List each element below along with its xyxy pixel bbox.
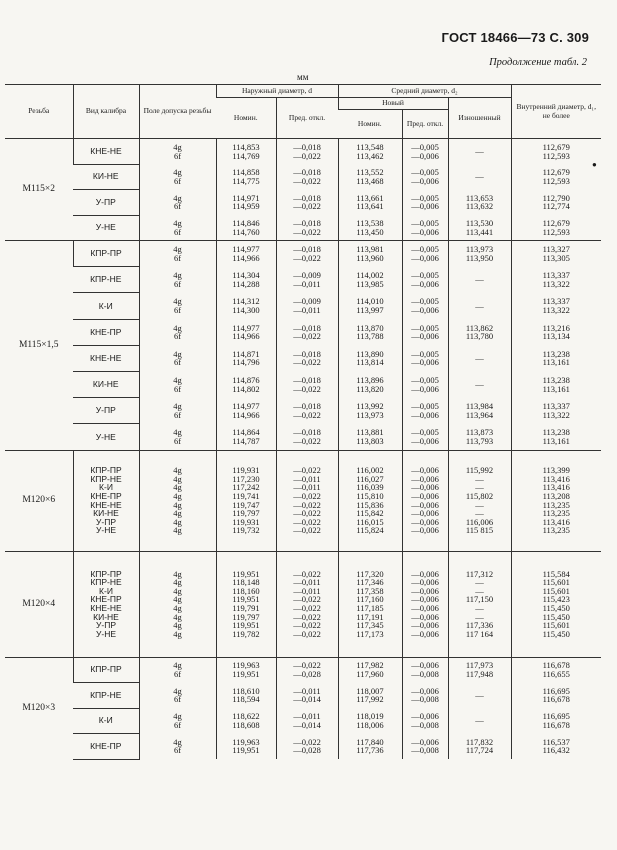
col-thread: Резьба — [5, 85, 73, 139]
tolerance-list: 4g 4g 4g 4g 4g 4g 4g 4g — [139, 450, 216, 551]
worn-diameter: 113,973 113,950 — [448, 241, 511, 267]
pd-nominal: 117,982 117,960 — [338, 657, 402, 683]
table-row — [5, 424, 601, 450]
pd-deviation: —0,005 —0,006 — [402, 319, 448, 345]
thread-size: M115×1,5 — [5, 241, 73, 451]
col-tolerance-field: Поле допуска резьбы — [139, 85, 216, 139]
worn-diameter: — — [448, 267, 511, 293]
col-outer-diameter: Наружный диаметр, d — [216, 85, 338, 98]
od-deviation-list: —0,022 —0,011 —0,011 —0,022 —0,022 —0,022 —0,022 —0,022 — [276, 551, 338, 657]
table-row — [5, 345, 601, 371]
tolerance: 4g 6f — [139, 164, 216, 190]
inner-diameter: 113,216 113,134 — [511, 319, 601, 345]
tolerance: 4g 6f — [139, 267, 216, 293]
inner-diameter: 113,337 113,322 — [511, 293, 601, 319]
inner-diameter: 116,695 116,678 — [511, 708, 601, 734]
pd-deviation: —0,005 —0,006 — [402, 241, 448, 267]
od-deviation: —0,022 —0,028 — [276, 657, 338, 683]
tolerance: 4g 6f — [139, 241, 216, 267]
gauge-type: У-НЕ — [73, 424, 139, 450]
tolerance: 4g 6f — [139, 345, 216, 371]
pd-deviation: —0,005 —0,006 — [402, 424, 448, 450]
table-row — [5, 450, 601, 551]
tolerance: 4g 6f — [139, 293, 216, 319]
worn-diameter: 113,653 113,632 — [448, 190, 511, 216]
pd-nominal: 113,992 113,973 — [338, 398, 402, 424]
od-nominal: 114,977 114,966 — [216, 398, 276, 424]
pd-nominal: 113,896 113,820 — [338, 371, 402, 397]
pd-nominal: 114,002 113,985 — [338, 267, 402, 293]
worn-diameter: — — [448, 345, 511, 371]
gauge-type: КНЕ-ПР — [73, 319, 139, 345]
pd-nominal: 114,010 113,997 — [338, 293, 402, 319]
gauge-type: К-И — [73, 293, 139, 319]
od-nominal: 119,963 119,951 — [216, 657, 276, 683]
inner-diameter: 116,678 116,655 — [511, 657, 601, 683]
pd-deviation: —0,005 —0,006 — [402, 164, 448, 190]
gauge-type-list: КПР-ПР КПР-НЕ К-И КНЕ-ПР КНЕ-НЕ КИ-НЕ У-ПР У-НЕ — [73, 551, 139, 657]
col-od-deviation: Пред. откл. — [276, 98, 338, 139]
od-deviation: —0,011 —0,014 — [276, 708, 338, 734]
tolerance-list: 4g 4g 4g 4g 4g 4g 4g 4g — [139, 551, 216, 657]
od-deviation: —0,009 —0,011 — [276, 267, 338, 293]
pd-deviation-list: —0,006 —0,006 —0,006 —0,006 —0,006 —0,006 —0,006 —0,006 — [402, 551, 448, 657]
thread-size: M120×3 — [5, 657, 73, 759]
inner-diameter: 113,238 113,161 — [511, 371, 601, 397]
gauge-dimensions-table — [5, 84, 601, 760]
od-nominal: 114,846 114,760 — [216, 215, 276, 241]
od-nominal: 114,971 114,959 — [216, 190, 276, 216]
inner-diameter: 116,537 116,432 — [511, 734, 601, 760]
worn-diameter: — — [448, 683, 511, 709]
thread-size: M115×2 — [5, 139, 73, 241]
thread-group — [5, 139, 601, 241]
od-nominal: 114,304 114,288 — [216, 267, 276, 293]
worn-diameter: 113,530 113,441 — [448, 215, 511, 241]
table-row — [5, 398, 601, 424]
od-nominal: 114,977 114,966 — [216, 241, 276, 267]
od-nominal: 118,622 118,608 — [216, 708, 276, 734]
inner-diameter: 113,327 113,305 — [511, 241, 601, 267]
table-row — [5, 683, 601, 709]
inner-diameter: 112,679 112,593 — [511, 215, 601, 241]
table-row — [5, 190, 601, 216]
worn-diameter: 113,873 113,793 — [448, 424, 511, 450]
col-gauge-type: Вид калибра — [73, 85, 139, 139]
od-nominal-list: 119,931 117,230 117,242 119,741 119,747 119,797 119,931 119,732 — [216, 450, 276, 551]
gauge-type: К-И — [73, 708, 139, 734]
worn-diameter: — — [448, 708, 511, 734]
od-nominal: 114,864 114,787 — [216, 424, 276, 450]
od-deviation-list: —0,022 —0,011 —0,011 —0,022 —0,022 —0,022 —0,022 —0,022 — [276, 450, 338, 551]
gauge-type: КПР-НЕ — [73, 683, 139, 709]
document-reference: ГОСТ 18466—73 С. 309 — [441, 30, 589, 45]
pd-nominal-list: 117,320 117,346 117,358 117,160 117,185 117,191 117,345 117,173 — [338, 551, 402, 657]
continuation-note: Продолжение табл. 2 — [489, 57, 587, 68]
col-worn: Изношенный — [448, 98, 511, 139]
pd-nominal: 118,019 118,006 — [338, 708, 402, 734]
pd-nominal: 113,552 113,468 — [338, 164, 402, 190]
table-row — [5, 267, 601, 293]
gauge-type: КНЕ-НЕ — [73, 139, 139, 165]
pd-nominal: 113,870 113,788 — [338, 319, 402, 345]
pd-deviation: —0,005 —0,006 — [402, 293, 448, 319]
od-deviation: —0,011 —0,014 — [276, 683, 338, 709]
col-pd-nominal: Номин. — [338, 110, 402, 139]
tolerance: 4g 6f — [139, 139, 216, 165]
col-pd-deviation: Пред. откл. — [402, 110, 448, 139]
od-deviation: —0,009 —0,011 — [276, 293, 338, 319]
od-nominal: 114,876 114,802 — [216, 371, 276, 397]
pd-deviation: —0,005 —0,006 — [402, 345, 448, 371]
table-row — [5, 708, 601, 734]
tolerance: 4g 6f — [139, 398, 216, 424]
table-row — [5, 215, 601, 241]
gauge-type: КИ-НЕ — [73, 371, 139, 397]
inner-diameter-list: 115,584 115,601 115,601 115,423 115,450 115,450 115,601 115,450 — [511, 551, 601, 657]
tolerance: 4g 6f — [139, 319, 216, 345]
gauge-type: КИ-НЕ — [73, 164, 139, 190]
col-new: Новый — [338, 98, 448, 110]
inner-diameter: 116,695 116,678 — [511, 683, 601, 709]
inner-diameter: 113,238 113,161 — [511, 345, 601, 371]
od-deviation: —0,018 —0,022 — [276, 345, 338, 371]
od-nominal: 114,858 114,775 — [216, 164, 276, 190]
pd-deviation: —0,005 —0,006 — [402, 267, 448, 293]
table-row — [5, 241, 601, 267]
od-deviation: —0,018 —0,022 — [276, 139, 338, 165]
pd-nominal: 113,548 113,462 — [338, 139, 402, 165]
od-deviation: —0,018 —0,022 — [276, 215, 338, 241]
tolerance: 4g 6f — [139, 734, 216, 760]
pd-nominal: 118,007 117,992 — [338, 683, 402, 709]
worn-diameter-list: 115,992 — — 115,802 — — 116,006 115 815 — [448, 450, 511, 551]
table-row — [5, 371, 601, 397]
col-od-nominal: Номин. — [216, 98, 276, 139]
pd-deviation: —0,006 —0,008 — [402, 657, 448, 683]
gauge-type: КНЕ-НЕ — [73, 345, 139, 371]
table-row — [5, 319, 601, 345]
gauge-type: КПР-ПР — [73, 657, 139, 683]
od-nominal: 114,977 114,966 — [216, 319, 276, 345]
pd-deviation: —0,005 —0,006 — [402, 190, 448, 216]
pd-nominal: 117,840 117,736 — [338, 734, 402, 760]
table-row — [5, 293, 601, 319]
worn-diameter: 113,984 113,964 — [448, 398, 511, 424]
tolerance: 4g 6f — [139, 371, 216, 397]
table-row — [5, 164, 601, 190]
gauge-type: КПР-ПР — [73, 241, 139, 267]
od-deviation: —0,018 —0,022 — [276, 190, 338, 216]
gauge-type: У-ПР — [73, 190, 139, 216]
pd-deviation: —0,006 —0,008 — [402, 708, 448, 734]
table-row — [5, 139, 601, 165]
gauge-type: У-НЕ — [73, 215, 139, 241]
inner-diameter-list: 113,399 113,416 113,416 113,208 113,235 113,235 113,416 113,235 — [511, 450, 601, 551]
od-nominal: 118,610 118,594 — [216, 683, 276, 709]
gauge-type: КНЕ-ПР — [73, 734, 139, 760]
col-pitch-diameter: Средний диаметр, d₂ — [338, 85, 511, 98]
table-row — [5, 734, 601, 760]
pd-nominal: 113,890 113,814 — [338, 345, 402, 371]
od-deviation: —0,022 —0,028 — [276, 734, 338, 760]
table-row — [5, 657, 601, 683]
od-nominal: 114,312 114,300 — [216, 293, 276, 319]
unit-label: мм — [297, 72, 309, 82]
col-inner-diameter: Внутренний диаметр, d₁, не более — [511, 85, 601, 139]
inner-diameter: 112,790 112,774 — [511, 190, 601, 216]
pd-deviation: —0,005 —0,006 — [402, 139, 448, 165]
worn-diameter: — — [448, 139, 511, 165]
od-deviation: —0,018 —0,022 — [276, 398, 338, 424]
inner-diameter: 113,238 113,161 — [511, 424, 601, 450]
pd-nominal: 113,538 113,450 — [338, 215, 402, 241]
worn-diameter: — — [448, 293, 511, 319]
inner-diameter: 112,679 112,593 — [511, 139, 601, 165]
worn-diameter: 117,973 117,948 — [448, 657, 511, 683]
table-row — [5, 551, 601, 657]
od-deviation: —0,018 —0,022 — [276, 164, 338, 190]
gauge-type: КПР-НЕ — [73, 267, 139, 293]
thread-group — [5, 657, 601, 759]
pd-deviation: —0,005 —0,006 — [402, 398, 448, 424]
thread-group — [5, 551, 601, 657]
pd-deviation-list: —0,006 —0,006 —0,006 —0,006 —0,006 —0,006 —0,006 —0,006 — [402, 450, 448, 551]
worn-diameter: 113,862 113,780 — [448, 319, 511, 345]
od-deviation: —0,018 —0,022 — [276, 371, 338, 397]
tolerance: 4g 6f — [139, 683, 216, 709]
inner-diameter: 112,679 112,593 — [511, 164, 601, 190]
tolerance: 4g 6f — [139, 424, 216, 450]
od-deviation: —0,018 —0,022 — [276, 241, 338, 267]
worn-diameter: — — [448, 164, 511, 190]
worn-diameter-list: 117,312 — — 117,150 — — 117,336 117 164 — [448, 551, 511, 657]
thread-size: M120×6 — [5, 450, 73, 551]
tolerance: 4g 6f — [139, 215, 216, 241]
thread-group — [5, 241, 601, 451]
pd-nominal-list: 116,002 116,027 116,039 115,810 115,836 115,842 116,015 115,824 — [338, 450, 402, 551]
inner-diameter: 113,337 113,322 — [511, 398, 601, 424]
od-nominal: 119,963 119,951 — [216, 734, 276, 760]
tolerance: 4g 6f — [139, 708, 216, 734]
pd-deviation: —0,006 —0,008 — [402, 734, 448, 760]
worn-diameter: — — [448, 371, 511, 397]
od-nominal-list: 119,951 118,148 118,160 119,951 119,791 119,797 119,951 119,782 — [216, 551, 276, 657]
od-deviation: —0,018 —0,022 — [276, 424, 338, 450]
pd-deviation: —0,006 —0,008 — [402, 683, 448, 709]
od-deviation: —0,018 —0,022 — [276, 319, 338, 345]
od-nominal: 114,853 114,769 — [216, 139, 276, 165]
pd-nominal: 113,661 113,641 — [338, 190, 402, 216]
inner-diameter: 113,337 113,322 — [511, 267, 601, 293]
pd-nominal: 113,981 113,960 — [338, 241, 402, 267]
worn-diameter: 117,832 117,724 — [448, 734, 511, 760]
tolerance: 4g 6f — [139, 190, 216, 216]
tolerance: 4g 6f — [139, 657, 216, 683]
ink-speck: ● — [592, 160, 597, 169]
od-nominal: 114,871 114,796 — [216, 345, 276, 371]
thread-size: M120×4 — [5, 551, 73, 657]
pd-deviation: —0,005 —0,006 — [402, 371, 448, 397]
gauge-type: У-ПР — [73, 398, 139, 424]
pd-nominal: 113,881 113,803 — [338, 424, 402, 450]
pd-deviation: —0,005 —0,006 — [402, 215, 448, 241]
gauge-type-list: КПР-ПР КПР-НЕ К-И КНЕ-ПР КНЕ-НЕ КИ-НЕ У-ПР У-НЕ — [73, 450, 139, 551]
thread-group — [5, 450, 601, 551]
